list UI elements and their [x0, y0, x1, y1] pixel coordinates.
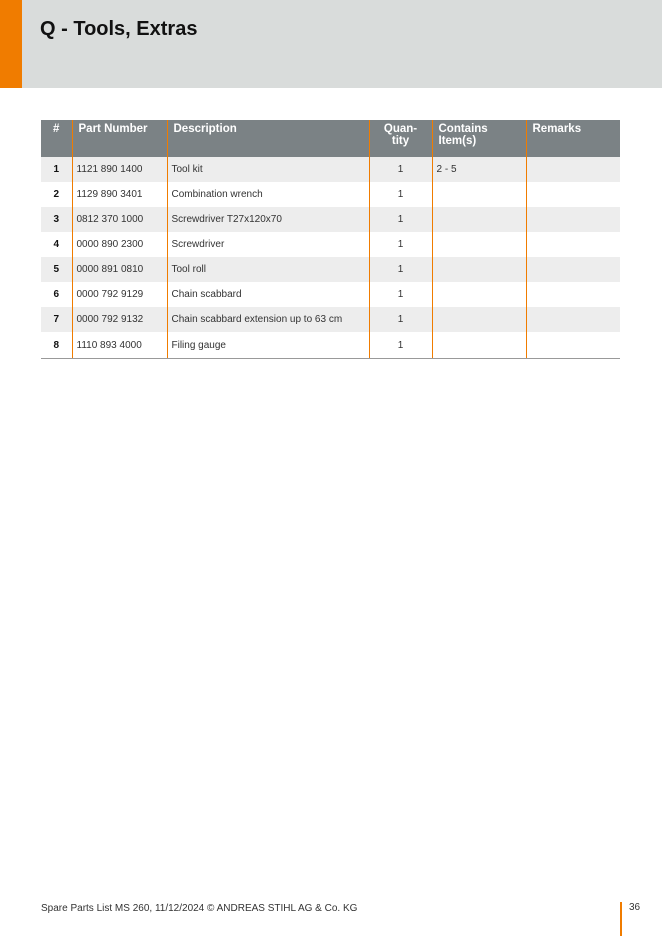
header-band [0, 0, 662, 88]
row-quantity: 1 [369, 232, 432, 257]
row-remarks [526, 232, 620, 257]
row-num: 5 [41, 257, 72, 282]
quantity-header-line1: Quan- [383, 123, 418, 135]
column-header-description: Description [167, 120, 369, 157]
row-part-number: 0000 891 0810 [72, 257, 167, 282]
row-contains [432, 182, 526, 207]
footer-accent-bar [620, 902, 622, 936]
row-contains: 2 - 5 [432, 157, 526, 182]
row-part-number: 0000 792 9129 [72, 282, 167, 307]
column-header-part-number: Part Number [72, 120, 167, 157]
row-contains [432, 232, 526, 257]
row-remarks [526, 157, 620, 182]
row-contains [432, 332, 526, 359]
contains-header-line1: Contains [438, 123, 488, 135]
table-row [41, 182, 620, 207]
row-remarks [526, 282, 620, 307]
contains-header-line2: Item(s) [438, 135, 477, 147]
row-quantity: 1 [369, 257, 432, 282]
column-header-quantity [369, 120, 432, 157]
row-quantity: 1 [369, 157, 432, 182]
page-title: Q - Tools, Extras [40, 18, 198, 40]
row-description: Filing gauge [167, 332, 369, 359]
row-contains [432, 282, 526, 307]
column-header-num: # [41, 120, 72, 157]
row-quantity: 1 [369, 182, 432, 207]
row-part-number: 0000 890 2300 [72, 232, 167, 257]
row-quantity: 1 [369, 282, 432, 307]
row-description: Combination wrench [167, 182, 369, 207]
table-row [41, 157, 620, 182]
row-part-number: 0812 370 1000 [72, 207, 167, 232]
table-row [41, 282, 620, 307]
row-description: Tool roll [167, 257, 369, 282]
table-row [41, 332, 620, 359]
row-description: Chain scabbard [167, 282, 369, 307]
page-number: 36 [629, 902, 641, 913]
row-part-number: 1129 890 3401 [72, 182, 167, 207]
row-num: 6 [53, 289, 60, 300]
column-header-remarks: Remarks [526, 120, 620, 157]
table-row [41, 307, 620, 332]
table-row [41, 232, 620, 257]
row-num: 3 [41, 207, 72, 232]
row-remarks [526, 257, 620, 282]
row-contains [432, 257, 526, 282]
row-remarks [526, 332, 620, 359]
row-quantity: 1 [369, 332, 432, 359]
header-accent-bar [0, 0, 22, 88]
row-contains [432, 307, 526, 332]
row-remarks [526, 207, 620, 232]
column-header-contains [432, 120, 526, 157]
row-description: Chain scabbard extension up to 63 cm [167, 307, 369, 332]
footer-copyright: Spare Parts List MS 260, 11/12/2024 © ANDREAS STIHL AG & Co. KG [41, 903, 358, 914]
row-part-number: 1110 893 4000 [72, 332, 167, 359]
row-description: Screwdriver [167, 232, 369, 257]
row-part-number: 1121 890 1400 [72, 157, 167, 182]
quantity-header-line2: tity [391, 135, 410, 147]
row-part-number: 0000 792 9132 [72, 307, 167, 332]
row-num: 4 [53, 239, 60, 250]
row-quantity: 1 [369, 307, 432, 332]
row-num: 7 [41, 307, 72, 332]
row-remarks [526, 182, 620, 207]
row-quantity: 1 [369, 207, 432, 232]
table-header-row [41, 120, 620, 157]
row-remarks [526, 307, 620, 332]
parts-table [41, 120, 620, 359]
row-contains [432, 207, 526, 232]
row-description: Screwdriver T27x120x70 [167, 207, 369, 232]
table-row [41, 207, 620, 232]
row-num: 1 [41, 157, 72, 182]
row-num: 8 [41, 332, 72, 359]
table-row [41, 257, 620, 282]
row-num: 2 [53, 189, 60, 200]
row-description: Tool kit [167, 157, 369, 182]
